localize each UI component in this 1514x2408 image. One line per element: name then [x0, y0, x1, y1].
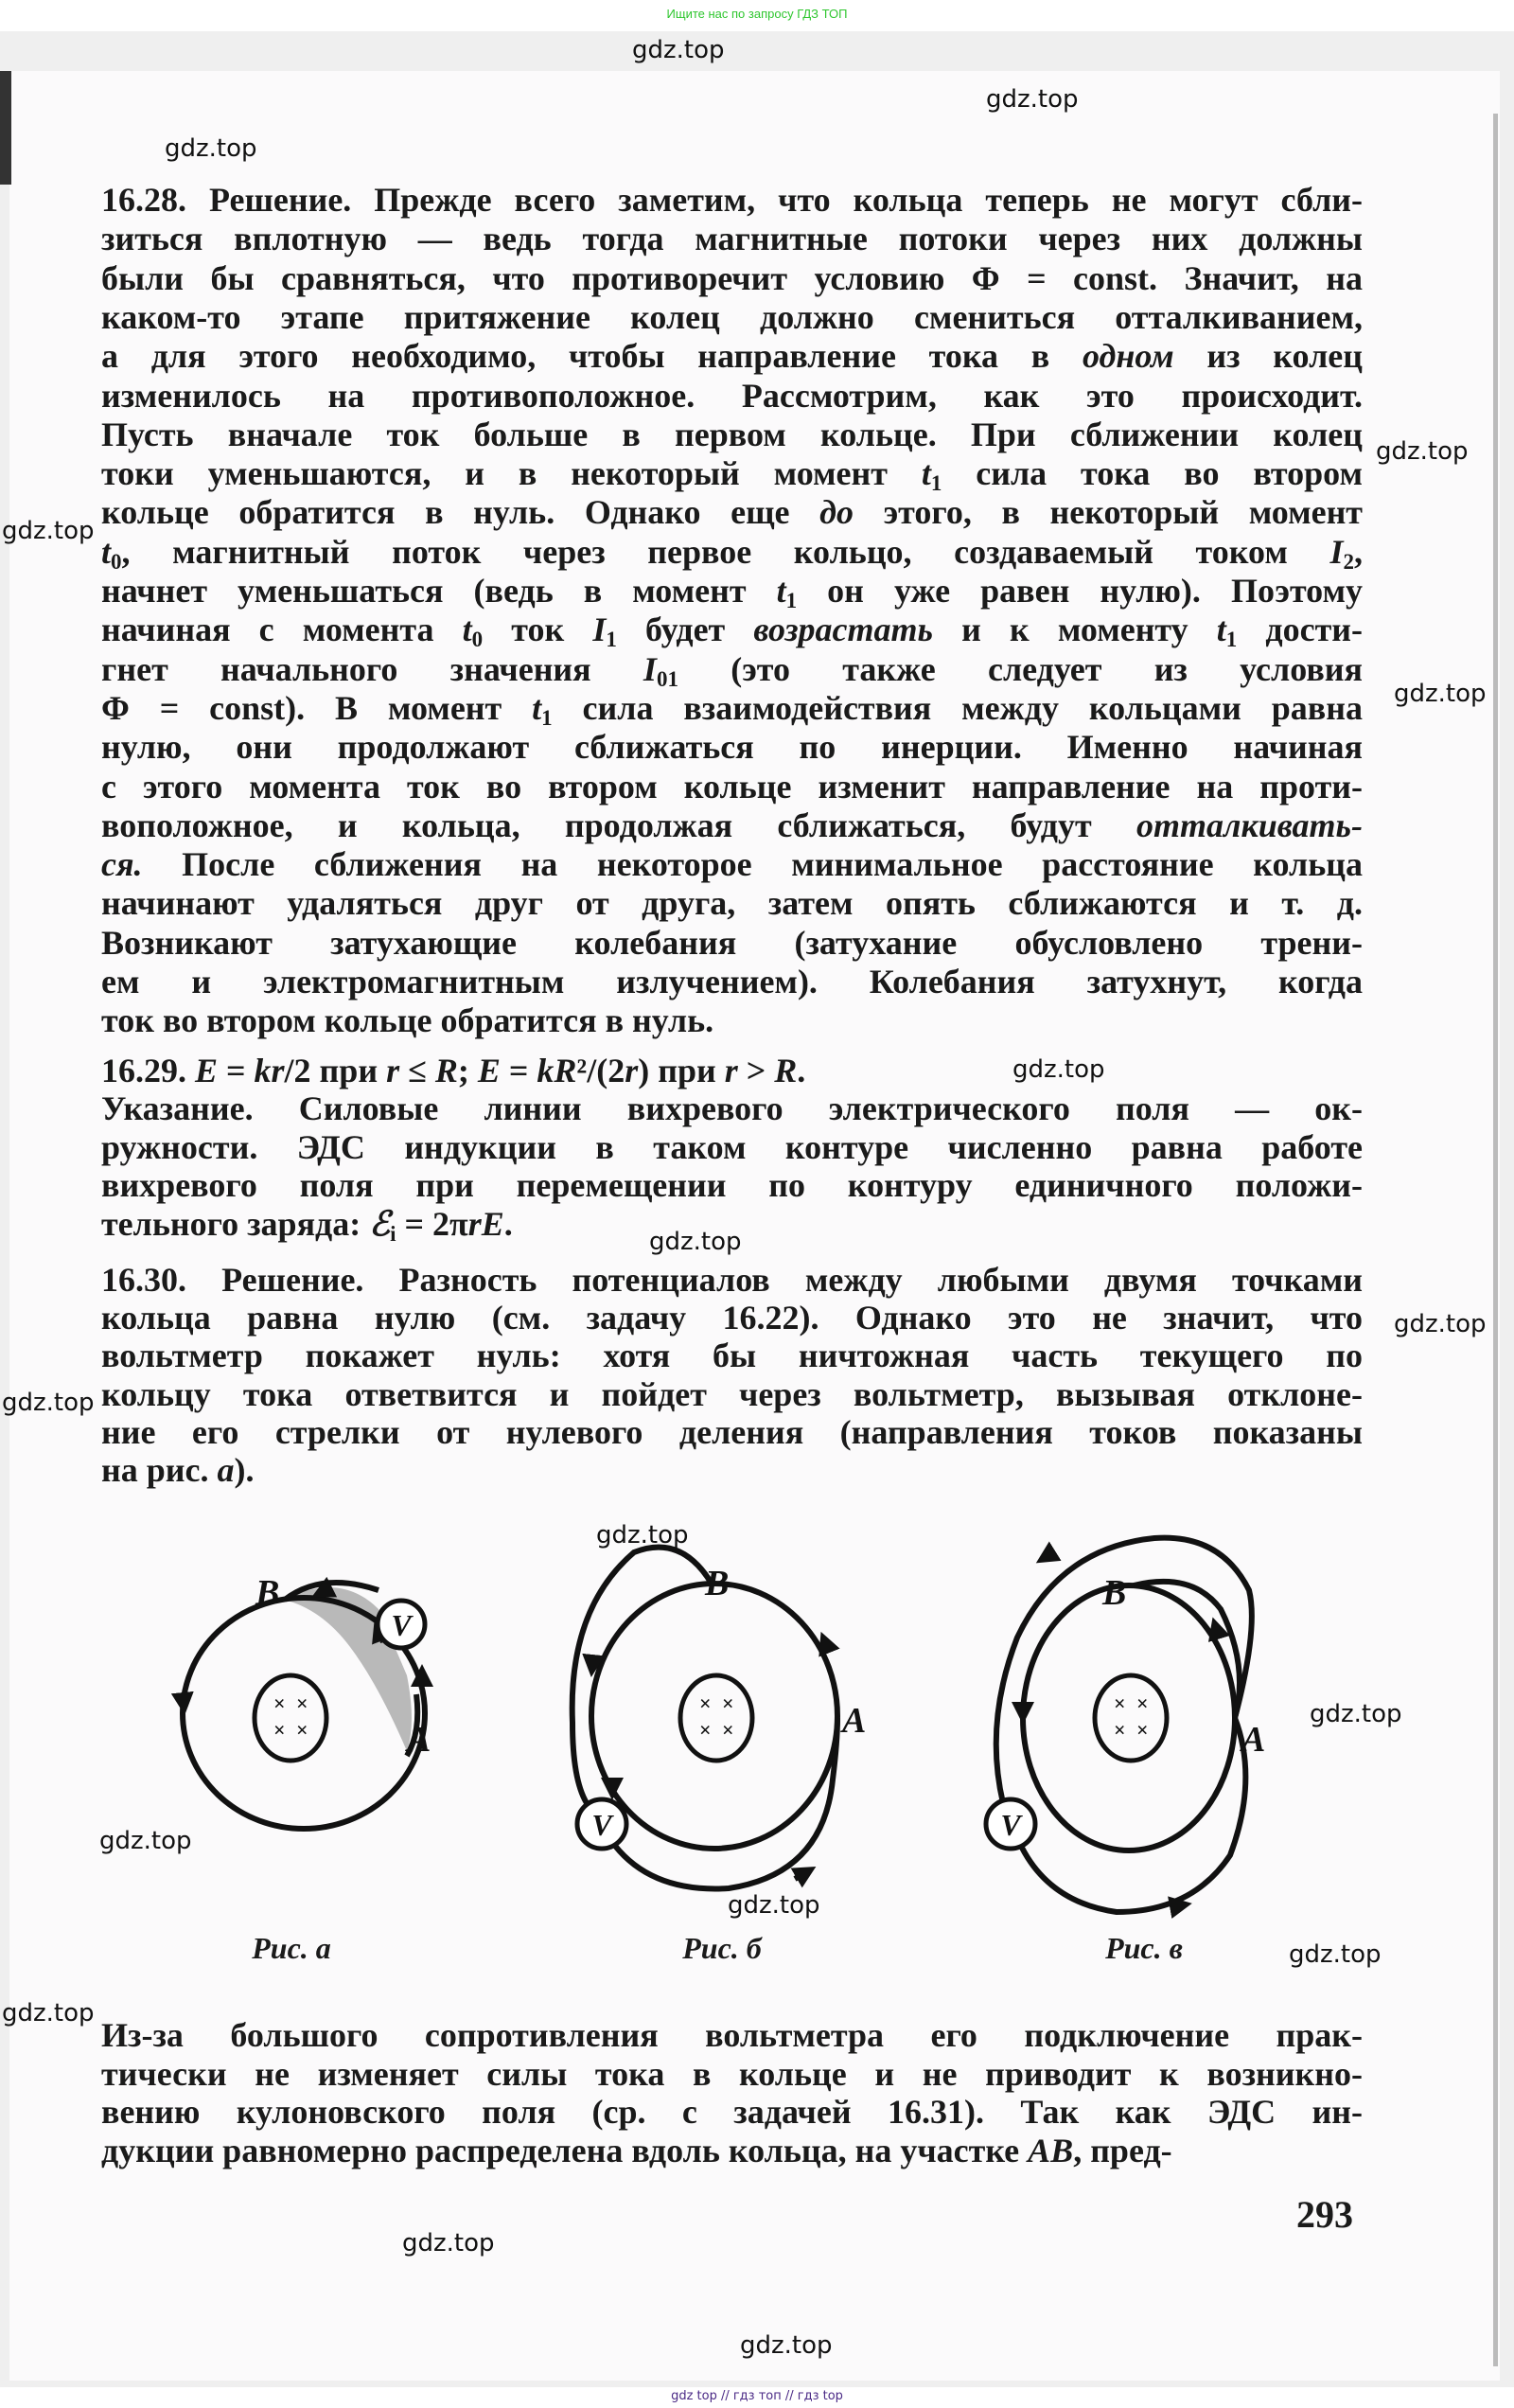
text-run: сила тока во втором: [942, 454, 1363, 493]
label-a: A: [1241, 1720, 1266, 1760]
footer-banner: [0, 2387, 1514, 2408]
text-run: будет: [616, 611, 754, 649]
current-arrow: [1171, 1905, 1181, 1907]
text-run: вольтметр покажет нуль: хотя бы ничтожная часть текущего по: [101, 1337, 1363, 1375]
text-run: ,: [1354, 532, 1363, 571]
text-run: /2 при: [284, 1052, 387, 1089]
text-run: токи уменьшаются, и в некоторый момент: [101, 454, 922, 493]
footer-links[interactable]: gdz top // гдз топ // гдз top: [671, 2389, 843, 2403]
text-run: зиться вплотную — ведь тогда магнитные потоки через них должны: [101, 220, 1363, 258]
text-run: .: [797, 1052, 806, 1089]
text-run: 1: [606, 628, 617, 652]
text-run: E: [186, 1052, 219, 1089]
watermark: gdz.top: [632, 36, 725, 64]
text-run: 16.30. Решение.: [101, 1261, 364, 1299]
voltmeter-label: V: [1000, 1808, 1021, 1842]
text-run: =: [500, 1052, 537, 1089]
watermark: gdz.top: [1394, 1310, 1487, 1338]
text-run: t: [921, 454, 931, 493]
text-run: 0: [471, 628, 484, 652]
text-run: вихревого поля при перемещении по контуру единичного положи-: [101, 1166, 1363, 1205]
text-run: = 2π: [396, 1204, 468, 1243]
text-run: ток: [483, 611, 593, 649]
text-run: каком-то этапе притяжение колец должно смениться отталкиванием,: [101, 297, 1363, 336]
label-a: A: [407, 1720, 431, 1760]
text-run: Прежде всего заметим, что кольца теперь не могут сбли-: [351, 181, 1363, 219]
text-run: тически не изменяет силы тока в кольце и не приводит к возникно-: [101, 2054, 1363, 2093]
text-run: kR: [537, 1052, 577, 1089]
watermark: gdz.top: [986, 85, 1079, 114]
text-run: тельного заряда:: [101, 1204, 370, 1243]
voltmeter-label: V: [591, 1808, 612, 1842]
figure-caption: Рис. в: [1105, 1931, 1183, 1965]
text-run: Из-за большого сопротивления вольтметра его подключение прак-: [101, 2016, 1363, 2054]
text-run: 16.28. Решение.: [101, 181, 352, 219]
field-cross-icon: ×: [273, 1691, 286, 1715]
text-run: r: [625, 1052, 639, 1089]
text-run: ток во втором кольце обратится в нуль.: [101, 1001, 714, 1040]
watermark: gdz.top: [1012, 1055, 1105, 1084]
text-run: t: [532, 688, 542, 727]
field-cross-icon: ×: [273, 1718, 286, 1742]
field-cross-icon: ×: [698, 1691, 712, 1715]
field-cross-icon: ×: [295, 1691, 308, 1715]
text-run: AB: [1028, 2131, 1074, 2169]
field-cross-icon: ×: [1113, 1691, 1126, 1715]
text-run: R: [434, 1052, 458, 1089]
text-run: ).: [234, 1451, 255, 1489]
label-b: B: [705, 1564, 730, 1603]
text-run: ние его стрелки от нулевого деления (направления токов показаны: [101, 1412, 1363, 1451]
text-run: Силовые линии вихревого электрического поля — ок-: [253, 1089, 1363, 1128]
watermark: gdz.top: [2, 1389, 95, 1417]
text-run: Φ = const). В момент: [101, 688, 533, 727]
text-run: дости-: [1237, 611, 1364, 649]
ring: [591, 1584, 837, 1849]
text-run: воположное, и кольца, продолжая сближаться, будут: [101, 806, 1136, 844]
text-run: и к моменту: [932, 611, 1217, 649]
top-banner-text: Ищите нас по запросу ГДЗ ТОП: [666, 7, 848, 21]
text-run: 2: [1343, 549, 1354, 574]
text-run: R: [774, 1052, 798, 1089]
text-run: I: [592, 611, 607, 649]
text-run: ℰ: [369, 1204, 391, 1243]
text-run: >: [737, 1052, 775, 1089]
current-arrow: [795, 1872, 806, 1879]
text-run: этого, в некоторый момент: [854, 493, 1363, 532]
watermark: gdz.top: [1310, 1700, 1402, 1728]
text-run: 01: [656, 666, 678, 691]
text-run: 1: [1225, 628, 1238, 652]
text-run: t: [101, 532, 112, 571]
field-cross-icon: ×: [721, 1718, 734, 1742]
text-run: отталкивать-: [1136, 806, 1363, 844]
text-run: ;: [457, 1052, 478, 1089]
text-run: на рис.: [101, 1451, 218, 1489]
text-run: сила взаимодействия между кольцами равна: [552, 688, 1363, 727]
watermark: gdz.top: [1289, 1940, 1382, 1969]
text-run: (это также следует из условия: [678, 649, 1363, 688]
text-run: kr: [254, 1052, 285, 1089]
current-arrow: [825, 1642, 829, 1652]
text-run: r: [386, 1052, 400, 1089]
text-run: начинают удаляться друг от друга, затем опять сближаются и т. д.: [101, 884, 1363, 923]
page-number: 293: [1296, 2193, 1353, 2236]
inner-loop: [1134, 1582, 1240, 1718]
text-run: 1: [541, 705, 553, 730]
watermark: gdz.top: [2, 1999, 95, 2027]
text-run: I: [1329, 532, 1344, 571]
text-run: Пусть вначале ток больше в первом кольце. При сближении колец: [101, 415, 1363, 453]
text-run: После сближения на некоторое минимальное расстояние кольца: [142, 845, 1363, 884]
field-cross-icon: ×: [1136, 1718, 1149, 1742]
inner-flux-region: [255, 1675, 326, 1761]
watermark: gdz.top: [728, 1891, 820, 1920]
text-run: 1: [785, 589, 798, 612]
watermark: gdz.top: [649, 1228, 742, 1256]
current-arrow: [1046, 1552, 1053, 1557]
field-cross-icon: ×: [1136, 1691, 1149, 1715]
text-run: ²/(2: [576, 1052, 625, 1089]
text-run: I: [643, 649, 657, 688]
current-arrow: [592, 1656, 593, 1666]
watermark: gdz.top: [1376, 437, 1469, 466]
text-run: он уже равен нулю). Поэтому: [797, 572, 1363, 610]
watermark: gdz.top: [1394, 680, 1487, 708]
text-run: rE: [467, 1204, 504, 1243]
text-run: , пред-: [1073, 2131, 1172, 2169]
text-run: начнет уменьшаться (ведь в момент: [101, 572, 777, 610]
watermark: gdz.top: [740, 2331, 833, 2360]
text-run: нулю, они продолжают сближаться по инерции. Именно начиная: [101, 728, 1363, 767]
text-run: ≤: [399, 1052, 435, 1089]
current-arrow: [1216, 1628, 1219, 1638]
ring: [1023, 1585, 1235, 1850]
text-run: .: [503, 1204, 513, 1243]
text-run: а для этого необходимо, чтобы направление тока в: [101, 337, 1083, 376]
text-run: ружности. ЭДС индукции в таком контуре численно равна работе: [101, 1127, 1363, 1166]
text-run: 1: [930, 471, 942, 496]
text-run: Возникают затухающие колебания (затухание обусловлено трени-: [101, 923, 1363, 962]
text-run: t: [1216, 611, 1226, 649]
watermark: gdz.top: [165, 134, 257, 163]
text-run: t: [776, 572, 786, 610]
text-run: вению кулоновского поля (ср. с задачей 16.31). Так как ЭДС ин-: [101, 2093, 1363, 2131]
watermark: gdz.top: [2, 517, 95, 545]
text-run: r: [724, 1052, 738, 1089]
current-arrow: [183, 1694, 184, 1704]
text-run: ) при: [638, 1052, 725, 1089]
inner-flux-region: [680, 1675, 752, 1761]
field-cross-icon: ×: [721, 1691, 734, 1715]
field-cross-icon: ×: [698, 1718, 712, 1742]
text-run: из колец: [1173, 337, 1363, 376]
text-run: одном: [1082, 337, 1174, 376]
text-run: t: [462, 611, 472, 649]
text-run: были бы сравняться, что противоречит условию Φ = const. Значит, на: [101, 258, 1363, 297]
label-a: A: [842, 1701, 867, 1741]
watermark: gdz.top: [402, 2229, 495, 2258]
label-b: B: [255, 1573, 280, 1613]
field-cross-icon: ×: [1113, 1718, 1126, 1742]
figure-caption: Рис. а: [252, 1931, 331, 1965]
text-run: ся.: [101, 845, 143, 884]
text-run: кольца равна нулю (см. задачу 16.22). Однако это не значит, что: [101, 1299, 1363, 1337]
text-run: кольце обратится в нуль. Однако еще: [101, 493, 820, 532]
text-run: i: [390, 1221, 396, 1246]
text-run: Разность потенциалов между любыми двумя точками: [363, 1261, 1364, 1299]
text-run: E: [477, 1052, 501, 1089]
text-run: ем и электромагнитным излучением). Колебания затухнут, когда: [101, 963, 1363, 1000]
text-run: дукции равномерно распределена вдоль кольца, на участке: [101, 2131, 1029, 2169]
text-run: , магнитный поток через первое кольцо, создаваемый током: [121, 532, 1330, 571]
text-run: кольцу тока ответвится и пойдет через вольтметр, вызывая отклоне-: [101, 1374, 1363, 1413]
text-run: начиная с момента: [101, 611, 463, 649]
text-run: изменилось на противоположное. Рассмотрим, как это происходит.: [101, 376, 1363, 415]
watermark: gdz.top: [99, 1827, 192, 1855]
text-run: гнет начального значения: [101, 649, 643, 688]
field-cross-icon: ×: [295, 1718, 308, 1742]
voltmeter-label: V: [391, 1608, 412, 1642]
text-run: а: [217, 1451, 235, 1489]
text-run: до: [819, 493, 854, 532]
label-b: B: [1102, 1573, 1127, 1613]
figure-caption: Рис. б: [682, 1931, 762, 1965]
text-run: с этого момента ток во втором кольце изменит направление на проти-: [101, 767, 1363, 806]
text-run: 0: [111, 549, 122, 574]
text-run: =: [218, 1052, 255, 1089]
text-run: 16.29.: [101, 1052, 186, 1089]
watermark: gdz.top: [596, 1521, 689, 1549]
text-run: Указание.: [101, 1089, 254, 1128]
text-run: возрастать: [753, 611, 933, 649]
inner-flux-region: [1095, 1675, 1167, 1761]
